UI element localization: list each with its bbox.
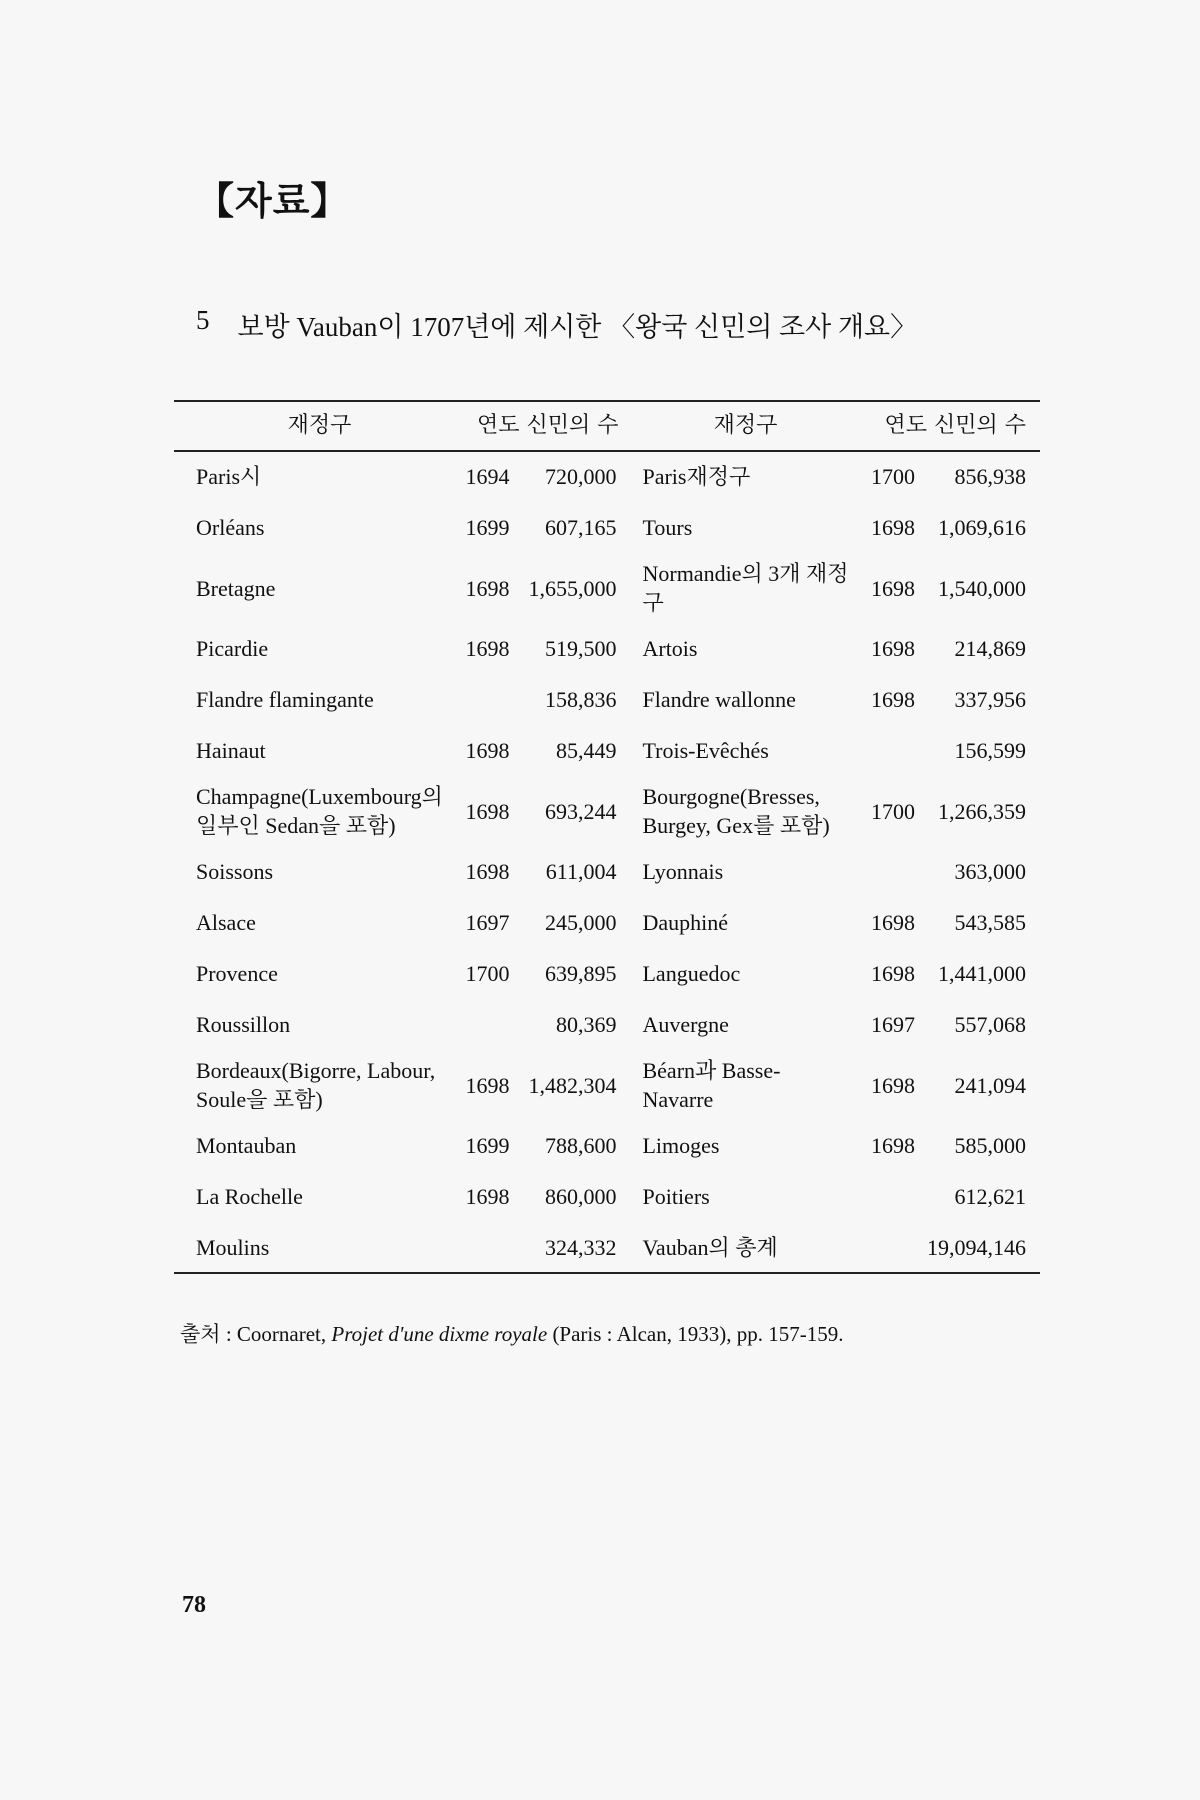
table-row [174,776,1040,846]
left-year [449,1222,516,1273]
left-year: 1698 [465,798,510,824]
left-population: 1,655,000 [528,575,617,601]
table-row [174,725,1040,776]
right-population: 241,094 [954,1072,1026,1098]
left-year [449,999,516,1050]
left-population: 158,836 [544,687,617,713]
right-region: Languedoc [642,961,741,987]
left-population: 245,000 [544,910,617,936]
right-region: Lyonnais [642,859,724,885]
left-region: Orléans [196,514,265,540]
left-region: Paris시 [196,464,262,490]
table-row [174,451,1040,502]
left-year: 1698 [465,1184,510,1210]
table-row [174,1050,1040,1120]
source-prefix: 출처 : Coornaret, [180,1322,327,1346]
header-year-pop-left: 연도 신민의 수 [449,401,633,451]
right-year [854,1171,921,1222]
right-region: Limoges [642,1133,720,1159]
table-row [174,1171,1040,1222]
right-year: 1698 [870,687,915,713]
left-year: 1698 [465,738,510,764]
population-table [174,400,1040,1274]
right-year [854,846,921,897]
left-population: 693,244 [544,798,617,824]
right-population: 1,069,616 [938,514,1026,540]
right-region: Vauban의 총계 [632,1222,854,1273]
right-year: 1700 [870,464,915,490]
left-region: La Rochelle [196,1184,303,1210]
right-year: 1700 [870,798,915,824]
table-row [174,502,1040,553]
right-population: 1,540,000 [938,575,1026,601]
table-row [174,553,1040,623]
left-population: 324,332 [515,1222,632,1273]
left-year: 1698 [465,859,510,885]
right-region: Artois [642,636,698,662]
right-year: 1698 [870,961,915,987]
left-year: 1697 [465,910,510,936]
left-year: 1698 [465,636,510,662]
right-region: Poitiers [642,1184,710,1210]
right-year: 1698 [870,1072,915,1098]
right-region: Bourgogne(Bresses, Burgey, Gex를 포함) [642,784,830,839]
right-population: 585,000 [954,1133,1026,1159]
left-region: Alsace [196,910,256,936]
left-year: 1694 [465,464,510,490]
left-region: Roussillon [196,1012,291,1038]
left-population: 720,000 [544,464,617,490]
table-row [174,1120,1040,1171]
right-region: Trois-Evêchés [642,738,769,764]
table-row [174,948,1040,999]
right-region: Normandie의 3개 재정구 [642,561,849,616]
right-population: 19,094,146 [921,1222,1040,1273]
right-population: 214,869 [954,636,1026,662]
right-population: 337,956 [954,687,1026,713]
right-population: 557,068 [954,1012,1026,1038]
left-year: 1698 [465,575,510,601]
left-population: 788,600 [544,1133,617,1159]
table-row [174,897,1040,948]
table-row [174,1222,1040,1273]
left-region: Flandre flamingante [196,687,374,713]
source-suffix: (Paris : Alcan, 1933), pp. 157-159. [552,1322,844,1346]
left-year: 1699 [465,1133,510,1159]
right-population: 543,585 [954,910,1026,936]
left-year: 1699 [465,514,510,540]
right-population: 363,000 [954,859,1026,885]
left-population: 639,895 [544,961,617,987]
left-population: 860,000 [544,1184,617,1210]
left-region: Hainaut [196,738,266,764]
page-number: 78 [182,1592,206,1618]
header-year-pop-right: 연도 신민의 수 [854,401,1040,451]
caption-number: 5 [196,305,210,335]
right-region: Béarn과 Basse-Navarre [642,1058,781,1113]
right-population: 156,599 [954,738,1026,764]
left-population: 80,369 [555,1012,617,1038]
right-year: 1698 [870,910,915,936]
right-population: 856,938 [954,464,1026,490]
left-region: Picardie [196,636,269,662]
table-caption [196,305,917,344]
right-year [854,725,921,776]
right-region: Flandre wallonne [642,687,796,713]
right-year: 1698 [870,1133,915,1159]
left-region: Provence [196,961,278,987]
left-year: 1700 [465,961,510,987]
left-region: Montauban [196,1133,297,1159]
right-region: Tours [642,514,693,540]
left-population: 85,449 [555,738,617,764]
left-population: 607,165 [544,514,617,540]
right-year: 1698 [870,636,915,662]
left-population: 611,004 [545,859,617,885]
table-body [174,451,1040,1273]
left-region: Soissons [196,859,274,885]
source-citation [180,1318,843,1348]
right-region: Auvergne [642,1012,729,1038]
right-population: 1,441,000 [938,961,1026,987]
right-year: 1697 [870,1012,915,1038]
left-region: Bordeaux(Bigorre, Labour, Soule을 포함) [196,1058,436,1113]
left-region: Bretagne [196,575,276,601]
right-region: Dauphiné [642,910,729,936]
caption-text: 보방 Vauban이 1707년에 제시한 〈왕국 신민의 조사 개요〉 [237,312,918,342]
table-row [174,846,1040,897]
right-population: 612,621 [954,1184,1026,1210]
right-region: Paris재정구 [642,464,751,490]
left-region: Champagne(Luxembourg의 일부인 Sedan을 포함) [196,784,443,839]
population-table-wrapper [174,400,1040,1274]
table-row [174,623,1040,674]
table-row [174,999,1040,1050]
section-heading: 【자료】 [196,179,350,223]
table-header-row [174,401,1040,451]
left-year [449,674,516,725]
header-region-right: 재정구 [632,401,854,451]
header-region-left: 재정구 [174,401,449,451]
right-year [854,1222,921,1273]
left-population: 1,482,304 [528,1072,617,1098]
left-region: Moulins [174,1222,449,1273]
left-population: 519,500 [544,636,617,662]
left-year: 1698 [465,1072,510,1098]
right-population: 1,266,359 [938,798,1026,824]
table-row [174,674,1040,725]
right-year: 1698 [870,575,915,601]
right-year: 1698 [870,514,915,540]
source-title: Projet d'une dixme royale [331,1322,548,1346]
